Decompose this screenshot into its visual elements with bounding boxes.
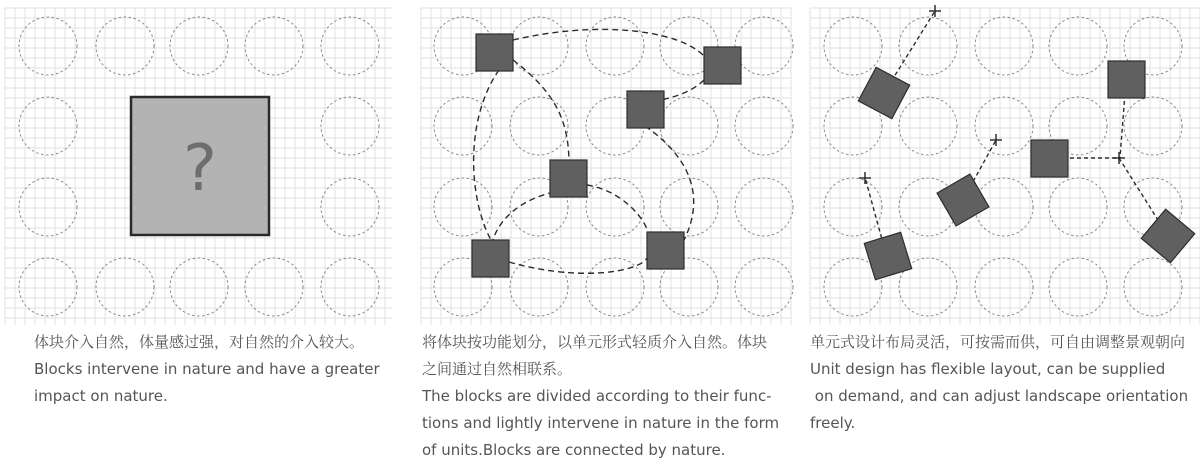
nature-circle	[19, 97, 77, 155]
caption-line: freely.	[810, 414, 856, 432]
nature-circle	[434, 97, 492, 155]
panel-flexible-units	[808, 0, 1200, 461]
nature-circle	[510, 258, 568, 316]
nature-circle	[1049, 258, 1107, 316]
nature-circle	[321, 97, 379, 155]
plus-icon	[929, 5, 941, 17]
panel-divided-blocks	[419, 0, 794, 461]
nature-circle	[660, 178, 718, 236]
unit-block	[476, 34, 513, 71]
grid-background	[810, 8, 1200, 325]
nature-circle	[975, 97, 1033, 155]
connection-line	[493, 192, 554, 240]
caption-line: impact on nature.	[34, 387, 168, 405]
plus-icon	[859, 172, 871, 184]
unit-block	[1031, 140, 1068, 177]
unit-block	[1108, 61, 1145, 98]
caption-line: on demand, and can adjust landscape orientation	[810, 387, 1189, 405]
caption-line: 体块介入自然，体量感过强，对自然的介入较大。	[34, 333, 365, 351]
unit-block	[858, 67, 909, 118]
panel-single-block	[0, 0, 395, 461]
nature-circle	[245, 17, 303, 75]
nature-circle	[824, 17, 882, 75]
unit-block	[627, 91, 664, 128]
unit-block	[704, 47, 741, 84]
nature-circle	[586, 258, 644, 316]
unit-block	[472, 240, 509, 277]
nature-circle	[735, 258, 793, 316]
nature-circle	[586, 178, 644, 236]
connection-line	[474, 70, 499, 240]
caption-line: 单元式设计布局灵活，可按需而供，可自由调整景观朝向	[810, 333, 1186, 351]
nature-circle	[170, 17, 228, 75]
nature-circle	[975, 258, 1033, 316]
nature-circle	[1124, 97, 1182, 155]
caption-line: tions and lightly intervene in nature in the form	[422, 414, 780, 432]
plus-icon	[1113, 152, 1125, 164]
connection-line	[509, 258, 647, 273]
connection-line	[513, 29, 704, 56]
nature-circle	[975, 17, 1033, 75]
nature-circle	[19, 17, 77, 75]
caption-line: The blocks are divided according to their func-	[422, 387, 772, 405]
nature-circle	[19, 258, 77, 316]
nature-circle	[19, 178, 77, 236]
nature-circle	[321, 178, 379, 236]
nature-circle	[1049, 178, 1107, 236]
nature-circle	[735, 178, 793, 236]
unit-block	[864, 232, 911, 279]
caption-line: 之间通过自然相联系。	[422, 360, 573, 378]
diagram-flexible-units	[808, 0, 1200, 325]
nature-circle	[434, 178, 492, 236]
nature-circle	[1049, 17, 1107, 75]
nature-circle	[899, 17, 957, 75]
connection-line	[645, 126, 694, 240]
nature-circle	[824, 178, 882, 236]
caption-panel-2	[422, 329, 779, 464]
question-mark: ?	[183, 132, 217, 206]
unit-block	[550, 160, 587, 197]
diagram-divided-blocks	[419, 0, 794, 325]
caption-line: of units.Blocks are connected by nature.	[422, 441, 726, 459]
nature-circle	[735, 97, 793, 155]
nature-circle	[510, 97, 568, 155]
nature-circle	[170, 258, 228, 316]
nature-circle	[510, 17, 568, 75]
caption-line: 将体块按功能划分，以单元形式轻质介入自然。体块	[422, 333, 768, 351]
caption-panel-1	[34, 329, 380, 410]
nature-circle	[245, 258, 303, 316]
nature-circle	[321, 17, 379, 75]
caption-line: Blocks intervene in nature and have a greater	[34, 360, 380, 378]
nature-circle	[1124, 258, 1182, 316]
diagram-single-block	[0, 0, 395, 325]
unit-block	[647, 232, 684, 269]
unit-block	[1141, 209, 1195, 263]
nature-circle	[321, 258, 379, 316]
caption-panel-3	[810, 329, 1188, 437]
nature-circle	[735, 17, 793, 75]
nature-circle	[899, 97, 957, 155]
unit-blocks	[858, 61, 1194, 280]
caption-line: Unit design has flexible layout, can be supplied	[810, 360, 1166, 378]
nature-circle	[586, 17, 644, 75]
